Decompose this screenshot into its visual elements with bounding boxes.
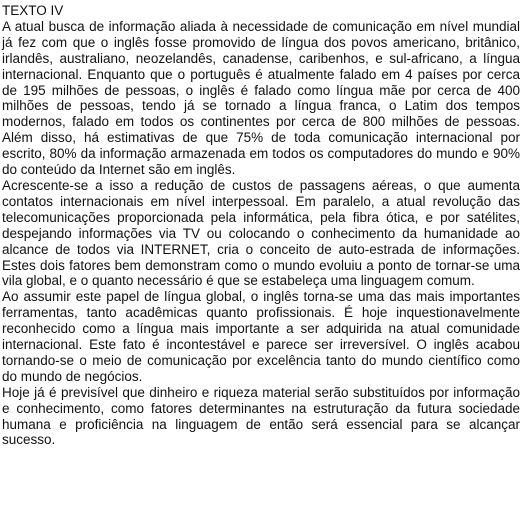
paragraph-3: Ao assumir este papel de língua global, o inglês torna-se uma das mais importantes ferramentas, tanto acadêmicas quanto profissionais. É hoje inquestionavelmente reconhecido como a língua mais importante a ser adquirida na atual comunidade internacional. Este fato é incontestável e parece ser irreversível. O inglês acabou tornando-se o meio de comunicação por excelência tanto do mundo científico como do mundo de negócios.: [2, 289, 520, 384]
paragraph-2: Acrescente-se a isso a redução de custos de passagens aéreas, o que aumenta contatos internacionais em nível interpessoal. Em paralelo, a atual revolução das telecomunicações proporcionada pela informática, pela fibra ótica, e por satélites, despejando informações via TV ou colocando o conhecimento da humanidade ao alcance de todos via INTERNET, cria o conceito de auto-estrada de informações. Estes dois fatores bem demonstram como o mundo evoluiu a ponto de tornar-se uma vila global, e o quanto necessário é que se estabeleça uma linguagem comum.: [2, 177, 520, 289]
paragraph-1: A atual busca de informação aliada à necessidade de comunicação em nível mundial já fez com que o inglês fosse promovido de língua dos povos americano, britânico, irlandês, australiano, neozelandês, canadense, caribenhos, e sul-africano, a língua internacional. Enquanto que o português é atualmente falado em 4 países por cerca de 195 milhões de pessoas, o inglês é falado como língua mãe por cerca de 400 milhões de pessoas, tendo já se tornado a língua franca, o Latim dos tempos modernos, falado em todos os continentes por cerca de 800 milhões de pessoas. Além disso, há estimativas de que 75% de toda comunicação internacional por escrito, 80% da informação armazenada em todos os computadores do mundo e 90% do conteúdo da Internet são em inglês.: [2, 18, 520, 178]
document-title: TEXTO IV: [2, 3, 64, 18]
document-body: [2, 3, 520, 448]
paragraph-4: Hoje já é previsível que dinheiro e riqueza material serão substituídos por informação e conhecimento, como fatores determinantes na estruturação da futura sociedade humana e proficiência na linguagem de então será essencial para se alcançar sucesso.: [2, 384, 520, 448]
